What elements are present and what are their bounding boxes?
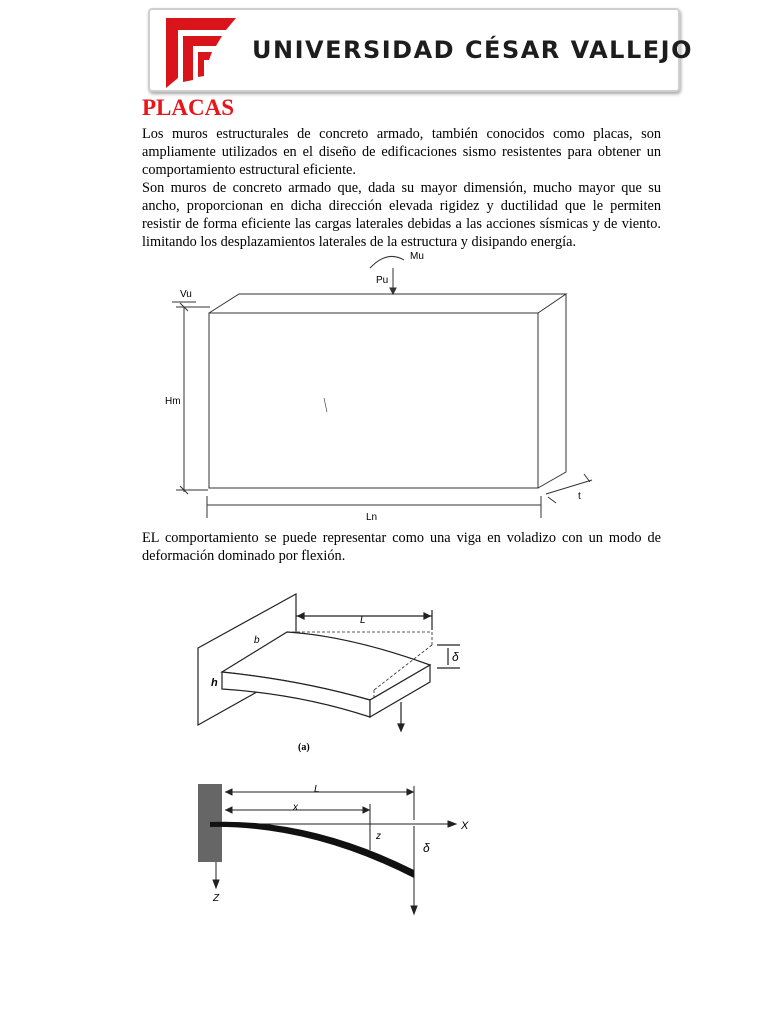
z-axis-label: Z	[213, 893, 220, 904]
cantilever-2d-diagram	[190, 778, 490, 928]
deflection-label-a: δ	[452, 650, 459, 664]
moment-arc	[370, 256, 404, 268]
section-title: PLACAS	[142, 95, 235, 120]
height-label: Hm	[165, 396, 181, 407]
local-deflection-label: z	[376, 831, 381, 842]
university-header	[148, 8, 693, 92]
length-label-a: L	[360, 615, 366, 626]
length-label-b: L	[314, 784, 320, 795]
wall-diagram	[150, 248, 610, 528]
deflection-label-b: δ	[423, 841, 430, 855]
wall-top-face	[209, 294, 566, 313]
thickness-label: t	[578, 491, 581, 502]
university-name: UNIVERSIDAD CÉSAR VALLEJO	[252, 36, 693, 64]
position-label: x	[293, 802, 298, 813]
moment-label: Mu	[410, 251, 424, 262]
length-label: Ln	[366, 512, 378, 523]
university-logo-icon	[166, 16, 242, 88]
width-label: b	[254, 635, 260, 646]
paragraph-description: Son muros de concreto armado que, dada su mayor dimensión, mucho mayor que su ancho, proporcionan en dicha dirección elevada rigidez y ductilidad que le permiten resistir de forma eficiente las cargas laterales debidas a las acciones sísmicas y de viento. limitando los desplazamientos laterales de la estructura y disipando energía.	[142, 180, 661, 250]
paragraph-intro: Los muros estructurales de concreto armado, también conocidos como placas, son ampliamente utilizados en el diseño de edificaciones sismo resistentes para obtener un comportamiento estructural eficiente.	[142, 126, 661, 178]
paragraph-behavior: EL comportamiento se puede representar como una viga en voladizo con un modo de deformación dominado por flexión.	[142, 530, 661, 564]
figure-caption-a: (a)	[298, 742, 310, 753]
axial-load-label: Pu	[376, 275, 389, 286]
wall-side-face	[538, 294, 566, 488]
deflected-beam	[210, 822, 414, 878]
cantilever-3d-diagram	[190, 586, 480, 756]
height-label-a: h	[211, 677, 218, 689]
x-axis-label: X	[461, 820, 469, 832]
wall-front-face	[209, 313, 538, 488]
shear-label: Vu	[180, 289, 192, 300]
